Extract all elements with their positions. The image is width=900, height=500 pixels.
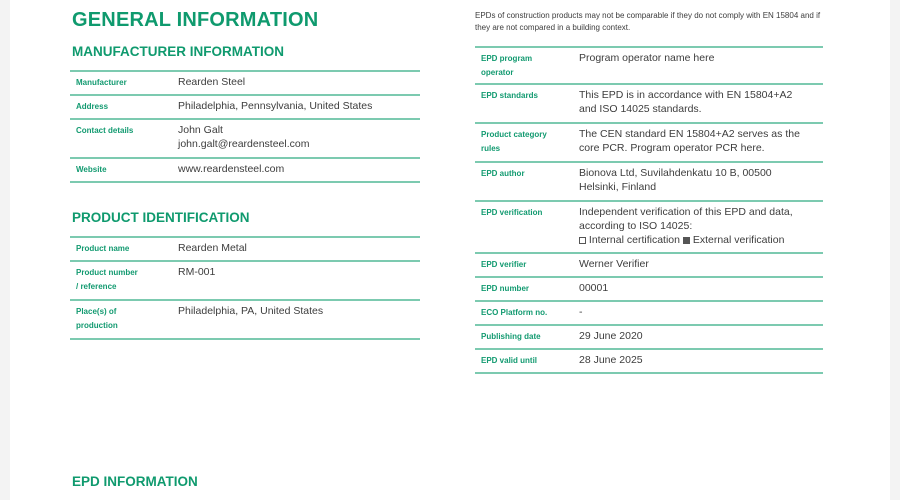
general-information-heading: GENERAL INFORMATION: [72, 9, 319, 31]
program-operator-value: Program operator name here: [579, 52, 715, 64]
table-row: [70, 238, 420, 262]
verification-options: [579, 233, 823, 247]
product-identification-heading: PRODUCT IDENTIFICATION: [72, 210, 250, 225]
row-label: Product name: [76, 244, 130, 253]
table-row: [70, 301, 420, 340]
row-label: [70, 301, 178, 333]
value-line: core PCR. Program operator PCR here.: [579, 142, 765, 154]
place-of-production-value: Philadelphia, PA, United States: [178, 305, 324, 317]
valid-until-value: 28 June 2025: [579, 354, 643, 366]
comparability-note: EPDs of construction products may not be comparable if they do not comply with EN 15804 and if they are not compared in a building context.: [475, 11, 821, 32]
epd-verifier-value: Werner Verifier: [579, 258, 649, 270]
epd-information-heading: EPD INFORMATION: [72, 474, 198, 489]
eco-platform-value: -: [579, 306, 583, 318]
value-line: The CEN standard EN 15804+A2 serves as the: [579, 128, 800, 140]
label-line: EPD program: [481, 54, 533, 63]
row-label: Address: [76, 102, 109, 111]
row-label: Publishing date: [481, 332, 541, 341]
table-row: [475, 202, 823, 254]
table-row: [475, 326, 823, 350]
epd-author-value: [579, 163, 823, 194]
manufacturer-table: [70, 70, 420, 183]
internal-certification-label: Internal certification: [588, 234, 680, 246]
website-value[interactable]: www.reardensteel.com: [178, 163, 285, 175]
table-row: [70, 72, 420, 96]
epd-number-value: 00001: [579, 282, 609, 294]
row-label: [70, 262, 178, 294]
row-label: [475, 124, 579, 156]
row-label: Contact details: [76, 126, 134, 135]
table-row: [475, 124, 823, 163]
value-line: This EPD is in accordance with EN 15804+A2: [579, 89, 793, 101]
label-line: Place(s) of: [76, 307, 117, 316]
manufacturer-value: Rearden Steel: [178, 76, 246, 88]
table-row: [70, 120, 420, 159]
epd-verification-value: [579, 202, 823, 247]
label-line: Product category: [481, 130, 547, 139]
row-label: EPD verification: [481, 208, 543, 217]
row-label: [475, 48, 579, 80]
product-name-value: Rearden Metal: [178, 242, 247, 254]
label-line: rules: [481, 144, 501, 153]
table-row: [475, 278, 823, 302]
publishing-date-value: 29 June 2020: [579, 330, 643, 342]
contact-name: John Galt: [178, 124, 223, 136]
table-row: [70, 262, 420, 301]
row-label: Manufacturer: [76, 78, 127, 87]
value-line: according to ISO 14025:: [579, 220, 693, 232]
product-table: [70, 236, 420, 340]
value-line: Bionova Ltd, Suvilahdenkatu 10 B, 00500: [579, 167, 772, 179]
label-line: / reference: [76, 282, 117, 291]
row-label: EPD verifier: [481, 260, 527, 269]
contact-email[interactable]: john.galt@reardensteel.com: [178, 138, 310, 150]
value-line: and ISO 14025 standards.: [579, 103, 702, 115]
epd-table: [475, 46, 823, 374]
product-number-value: RM-001: [178, 266, 216, 278]
table-row: [475, 85, 823, 124]
label-line: operator: [481, 68, 514, 77]
value-line: Independent verification of this EPD and data,: [579, 206, 793, 218]
external-verification-checkbox[interactable]: [683, 237, 690, 244]
row-label: EPD author: [481, 169, 525, 178]
table-row: [475, 163, 823, 202]
table-row: [70, 159, 420, 183]
table-row: [475, 48, 823, 85]
label-line: Product number: [76, 268, 138, 277]
address-value: Philadelphia, Pennsylvania, United States: [178, 100, 373, 112]
row-label: EPD standards: [481, 91, 538, 100]
table-row: [475, 302, 823, 326]
document-page: [10, 0, 890, 500]
epd-standards-value: [579, 85, 823, 116]
contact-details-value: [178, 120, 420, 151]
label-line: production: [76, 321, 118, 330]
internal-certification-checkbox[interactable]: [579, 237, 586, 244]
row-label: EPD number: [481, 284, 530, 293]
table-row: [475, 350, 823, 374]
external-verification-label: External verification: [692, 234, 785, 246]
table-row: [475, 254, 823, 278]
value-line: Helsinki, Finland: [579, 181, 657, 193]
manufacturer-information-heading: MANUFACTURER INFORMATION: [72, 44, 284, 59]
product-category-rules-value: [579, 124, 823, 155]
table-row: [70, 96, 420, 120]
row-label: EPD valid until: [481, 356, 538, 365]
row-label: Website: [76, 165, 107, 174]
row-label: ECO Platform no.: [481, 308, 548, 317]
